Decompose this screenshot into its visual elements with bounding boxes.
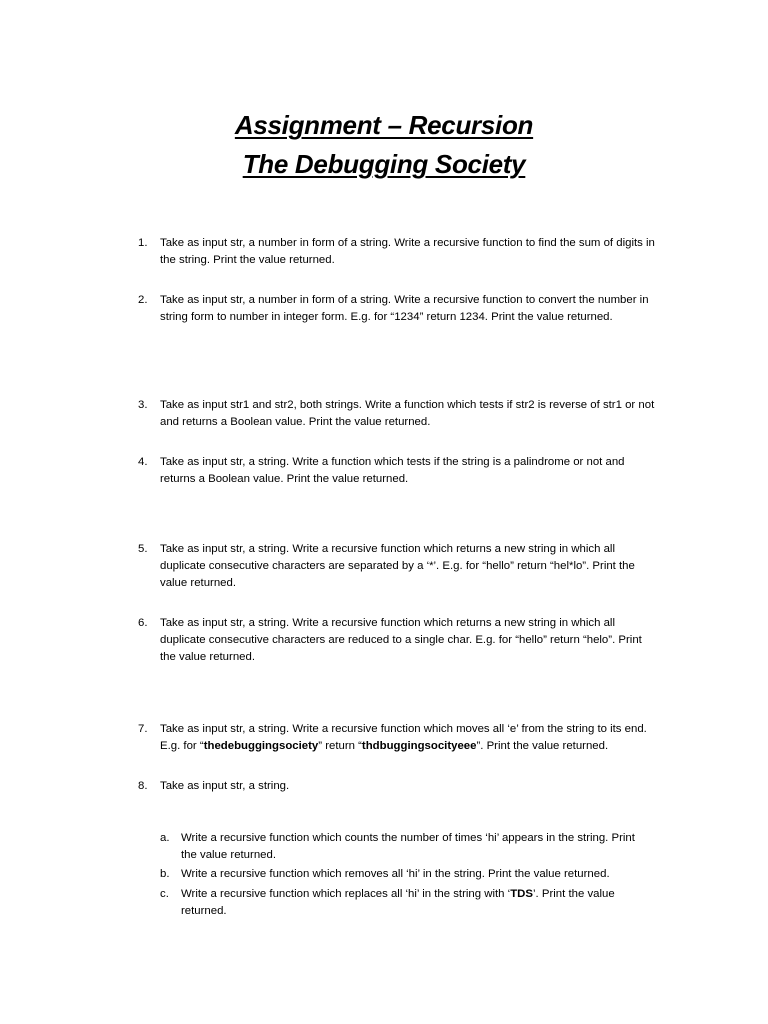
sub-question-text [181,886,651,920]
question-number: 8. [138,780,148,792]
sub-question-text-part: ’. Print the value returned. [181,888,615,917]
question-text: Take as input str, a number in form of a string. Write a recursive function to convert the number in string form to number in integer form. E.g. for “1234” return 1234. Print the value returned. [160,294,649,323]
example-input: thedebuggingsociety [203,740,319,752]
example-output: thdbuggingsocityeee [361,740,477,752]
question-number: 4. [138,456,148,468]
sub-question-label: a. [160,832,170,844]
sub-question-text-part: Write a recursive function which replaces all ‘hi’ in the string with ‘ [181,888,511,900]
question-text-part: ”. Print the value returned. [476,740,609,752]
sub-question-text: Write a recursive function which removes all ‘hi’ in the string. Print the value returned. [181,868,610,880]
sub-question-label: b. [160,868,170,880]
page-title: Assignment – Recursion [234,110,534,140]
question-text-part: ” return “ [318,740,362,752]
question-text: Take as input str, a string. [160,780,290,792]
sub-question-label: c. [160,888,169,900]
question-number: 6. [138,617,148,629]
question-number: 2. [138,294,148,306]
question-text: Take as input str, a string. Write a recursive function which returns a new string in which all duplicate consecutive characters are reduced to a single char. E.g. for “hello” return “helo”. Print the value returned. [160,617,642,663]
question-text: Take as input str, a string. Write a recursive function which returns a new string in which all duplicate consecutive characters are separated by a ‘*’. E.g. for “hello” return “hel*lo”. Print the value returned. [160,543,635,589]
question-text: Take as input str, a number in form of a string. Write a recursive function to find the sum of digits in the string. Print the value returned. [160,237,655,266]
question-number: 5. [138,543,148,555]
question-number: 3. [138,399,148,411]
replacement-string: TDS [510,888,533,900]
sub-question-text: Write a recursive function which counts the number of times ‘hi’ appears in the string. Print the value returned. [181,832,635,861]
question-number: 1. [138,237,148,249]
question-text [160,721,660,755]
question-text: Take as input str, a string. Write a function which tests if the string is a palindrome or not and returns a Boolean value. Print the value returned. [160,456,625,485]
question-number: 7. [138,723,148,735]
page-subtitle: The Debugging Society [242,149,526,179]
question-text-part: Take as input str, a string. Write a recursive function which moves all ‘e’ from the string to its end. E.g. for “ [160,723,647,752]
question-text: Take as input str1 and str2, both strings. Write a function which tests if str2 is reverse of str1 or not and returns a Boolean value. Print the value returned. [160,399,655,428]
